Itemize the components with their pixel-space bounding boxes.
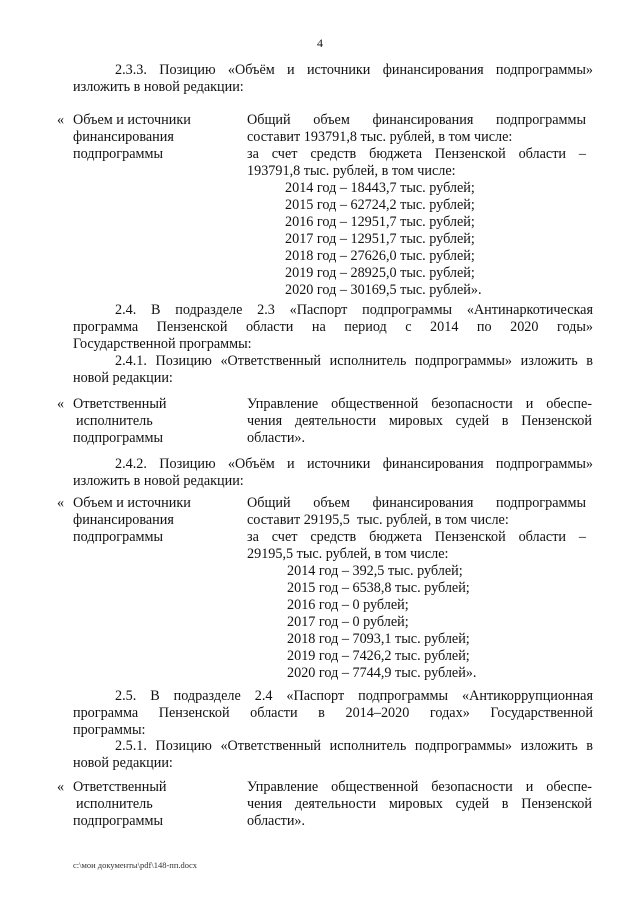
paragraph-line: изложить в новой редакции: xyxy=(73,473,244,489)
label-line: финансирования xyxy=(73,512,174,528)
paragraph-line: 2.4. В подразделе 2.3 «Паспорт подпрограммы «Антинаркотическая xyxy=(115,302,593,318)
year-line: 2020 год – 7744,9 тыс. рублей». xyxy=(287,665,477,681)
value-line: Общий объем финансирования подпрограммы xyxy=(247,112,586,128)
passport-value xyxy=(247,396,592,447)
value-line: 193791,8 тыс. рублей, в том числе: xyxy=(247,163,456,179)
paragraph-line: новой редакции: xyxy=(73,370,173,386)
paragraph-line: 2.4.1. Позицию «Ответственный исполнитель подпрограммы» изложить в xyxy=(115,353,593,369)
label-line: Объем и источники xyxy=(73,495,191,511)
paragraph-line: 2.3.3. Позицию «Объём и источники финансирования подпрограммы» xyxy=(115,62,593,78)
year-line: 2017 год – 12951,7 тыс. рублей; xyxy=(285,231,475,247)
value-line: области». xyxy=(247,813,306,829)
value-line: составит 29195,5 тыс. рублей, в том числе: xyxy=(247,512,509,528)
paragraph-2-5-1 xyxy=(73,738,593,772)
paragraph-line: 2.4.2. Позицию «Объём и источники финансирования подпрограммы» xyxy=(115,456,593,472)
passport-value xyxy=(247,112,586,180)
year-line: 2020 год – 30169,5 тыс. рублей». xyxy=(285,282,482,298)
page-number: 4 xyxy=(317,36,323,50)
label-line: Ответственный xyxy=(73,396,167,412)
label-line: подпрограммы xyxy=(73,146,163,162)
year-line: 2015 год – 6538,8 тыс. рублей; xyxy=(287,580,470,596)
year-line: 2019 год – 7426,2 тыс. рублей; xyxy=(287,648,470,664)
paragraph-2-3-3 xyxy=(73,62,593,96)
paragraph-line: программы: xyxy=(73,722,146,738)
passport-label xyxy=(73,779,166,830)
paragraph-line: новой редакции: xyxy=(73,755,173,771)
paragraph-line: изложить в новой редакции: xyxy=(73,79,244,95)
open-quote: « xyxy=(57,112,65,128)
label-line: подпрограммы xyxy=(73,430,163,446)
year-line: 2014 год – 18443,7 тыс. рублей; xyxy=(285,180,475,196)
label-line: подпрограммы xyxy=(73,529,163,545)
label-line: подпрограммы xyxy=(73,813,163,829)
yearly-funding-list xyxy=(285,180,482,299)
paragraph-2-5 xyxy=(73,688,593,739)
value-line: чения деятельности мировых судей в Пензенской xyxy=(247,796,592,812)
value-line: за счет средств бюджета Пензенской области – xyxy=(247,529,586,545)
passport-label xyxy=(73,495,191,546)
paragraph-2-4-2 xyxy=(73,456,593,490)
year-line: 2016 год – 0 рублей; xyxy=(287,597,409,613)
paragraph-line: Государственной программы: xyxy=(73,336,252,352)
year-line: 2018 год – 7093,1 тыс. рублей; xyxy=(287,631,470,647)
paragraph-line: программа Пензенской области на период с 2014 по 2020 годы» xyxy=(73,319,593,335)
value-line: за счет средств бюджета Пензенской области – xyxy=(247,146,586,162)
year-line: 2018 год – 27626,0 тыс. рублей; xyxy=(285,248,475,264)
value-line: 29195,5 тыс. рублей, в том числе: xyxy=(247,546,449,562)
passport-value xyxy=(247,495,586,563)
paragraph-line: 2.5.1. Позицию «Ответственный исполнитель подпрограммы» изложить в xyxy=(115,738,593,754)
label-line: Ответственный xyxy=(73,779,167,795)
paragraph-line: программа Пензенской области в 2014–2020 годах» Государственной xyxy=(73,705,593,721)
yearly-funding-list xyxy=(287,563,476,682)
year-line: 2017 год – 0 рублей; xyxy=(287,614,409,630)
year-line: 2014 год – 392,5 тыс. рублей; xyxy=(287,563,463,579)
open-quote: « xyxy=(57,779,65,795)
label-line: Объем и источники xyxy=(73,112,191,128)
file-path-footer: c:\мои документы\pdf\148-пп.docx xyxy=(73,860,198,870)
open-quote: « xyxy=(57,495,65,511)
value-line: составит 193791,8 тыс. рублей, в том числе: xyxy=(247,129,513,145)
label-line: исполнитель xyxy=(76,796,153,812)
year-line: 2015 год – 62724,2 тыс. рублей; xyxy=(285,197,475,213)
value-line: Управление общественной безопасности и обеспе- xyxy=(247,779,592,795)
passport-value xyxy=(247,779,592,830)
paragraph-line: 2.5. В подразделе 2.4 «Паспорт подпрограммы «Антикоррупционная xyxy=(115,688,593,704)
value-line: Общий объем финансирования подпрограммы xyxy=(247,495,586,511)
value-line: Управление общественной безопасности и обеспе- xyxy=(247,396,592,412)
label-line: исполнитель xyxy=(76,413,153,429)
paragraph-2-4 xyxy=(73,302,593,353)
paragraph-2-4-1 xyxy=(73,353,593,387)
value-line: области». xyxy=(247,430,306,446)
year-line: 2016 год – 12951,7 тыс. рублей; xyxy=(285,214,475,230)
label-line: финансирования xyxy=(73,129,174,145)
open-quote: « xyxy=(57,396,65,412)
passport-label xyxy=(73,396,166,447)
passport-label xyxy=(73,112,191,163)
year-line: 2019 год – 28925,0 тыс. рублей; xyxy=(285,265,475,281)
value-line: чения деятельности мировых судей в Пензенской xyxy=(247,413,592,429)
